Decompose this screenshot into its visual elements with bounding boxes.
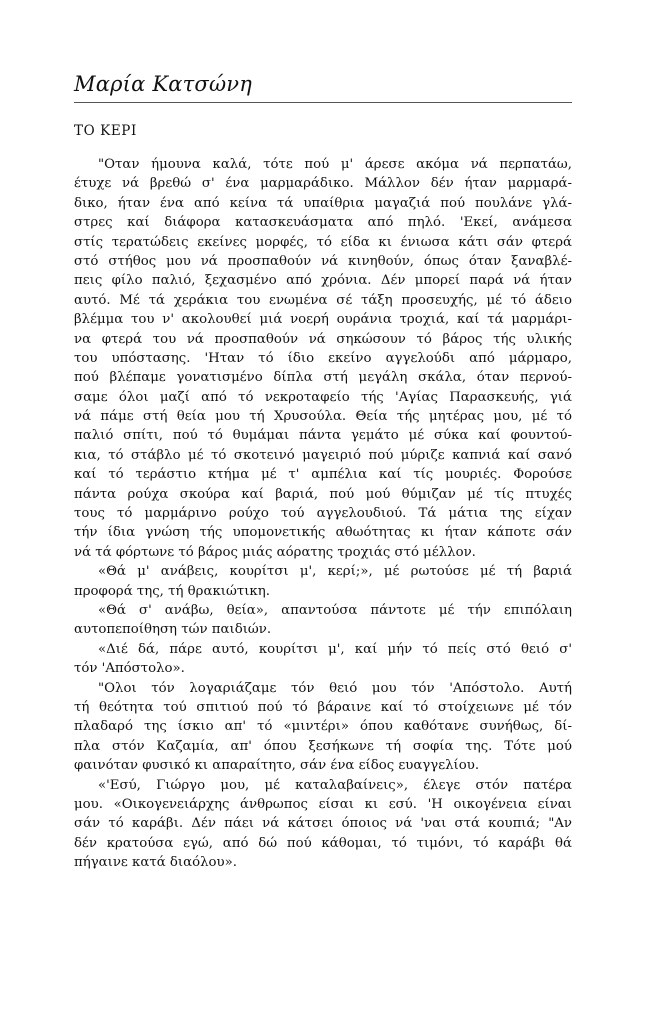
text-line: τους τό μαρμάρινο ρούχο τού αγγελουδιού. Τά μάτια της είχαν xyxy=(74,506,572,522)
text-line: "Ολοι τόν λογαριάζαμε τόν θειό μου τόν 'Απόστολο. Αυτή xyxy=(98,680,572,696)
header-rule xyxy=(74,102,572,103)
text-line: σάν τό καράβι. Δέν πάει νά κάτσει όποιος νά 'ναι στά κουπιά; "Αν xyxy=(74,816,572,832)
text-line: «Θά σ' ανάβω, θεία», απαντούσα πάντοτε μέ τήν επιπόλαιη xyxy=(98,602,572,618)
running-head-author: Μαρία Κατσώνη xyxy=(74,72,253,96)
text-line: τήν ίδια γνώση τής υπομονετικής αθωότητας κι ήταν κάποτε σάν xyxy=(74,525,572,541)
text-line: τή θεότητα τού σπιτιού πού τό βάραινε καί τό στοίχειωνε μέ τόν xyxy=(74,699,572,715)
text-line: στό στήθος μου νά προσπαθούν νά κινηθούν, όπως όταν ξαναβλέ- xyxy=(74,253,572,269)
text-line: «Διέ δά, πάρε αυτό, κουρίτσι μ', καί μήν τό πείς στό θειό σ' xyxy=(98,641,572,657)
text-line: νά πάμε στή θεία μου τή Χρυσούλα. Θεία τής μητέρας μου, μέ τό xyxy=(74,409,572,425)
text-line: σαμε όλοι μαζί από τό νεκροταφείο τής 'Αγίας Παρασκευής, γιά xyxy=(74,389,572,405)
text-line: «'Εσύ, Γιώργο μου, μέ καταλαβαίνεις», έλεγε στόν πατέρα xyxy=(98,777,572,793)
text-line: πλαδαρό της ίσκιο απ' τό «μιντέρι» όπου καθότανε συνήθως, δί- xyxy=(74,719,572,735)
text-line: φαινόταν φυσικό κι απαραίτητο, σάν ένα είδος ευαγγελίου. xyxy=(74,758,480,774)
text-line: δικο, ήταν ένα από κείνα τά υπαίθρια μαγαζιά πού πουλάνε γλά- xyxy=(74,195,572,211)
text-line: αυτοπεποίθηση τών παιδιών. xyxy=(74,622,272,638)
text-line: στίς τερατώδεις εκείνες μορφές, τό είδα κι ένιωσα κάτι σάν φτερά xyxy=(74,234,572,250)
text-line: "Οταν ήμουνα καλά, τότε πού μ' άρεσε ακόμα νά περπατάω, xyxy=(98,157,572,172)
text-line: πού βλέπαμε γονατισμένο δίπλα στή μεγάλη σκάλα, όταν περνού- xyxy=(74,370,572,386)
text-line: πήγαινε κατά διαόλου». xyxy=(74,855,237,871)
text-line: προφορά της, τή θρακιώτικη. xyxy=(74,583,270,599)
section-title: ΤΟ ΚΕΡΙ xyxy=(74,123,137,139)
text-line: κια, τό στάβλο μέ τό σκοτεινό μαγειριό πού μύριζε καπνιά καί σανό xyxy=(74,447,572,463)
text-line: βλέμμα του ν' ακολουθεί μιά νοερή ουράνια τροχιά, καί τά μαρμάρι- xyxy=(74,312,572,328)
text-line: πάντα ρούχα σκούρα καί βαριά, πού μού θύμιζαν μέ τίς πτυχές xyxy=(74,486,572,502)
text-line: τόν 'Απόστολο». xyxy=(74,661,185,677)
text-line: του υπόστασης. 'Ηταν τό ίδιο εκείνο αγγελούδι από μάρμαρο, xyxy=(74,350,572,366)
text-line: πεις φίλο παλιό, ξεχασμένο από χρόνια. Δέν μπορεί παρά νά ήταν xyxy=(74,273,572,289)
text-line: μου. «Οικογενειάρχης άνθρωπος είσαι κι εσύ. 'Η οικογένεια είναι xyxy=(74,796,572,812)
text-line: νά τά φόρτωνε τό βάρος μιάς αόρατης τροχιάς στό μέλλον. xyxy=(74,544,476,560)
text-line: «Θά μ' ανάβεις, κουρίτσι μ', κερί;», μέ ρωτούσε μέ τή βαριά xyxy=(98,564,572,580)
text-line: καί τό τεράστιο κτήμα μέ τ' αμπέλια καί τίς μουριές. Φορούσε xyxy=(74,467,572,483)
text-line: στρες καί διάφορα κατασκευάσματα από πηλό. 'Εκεί, ανάμεσα xyxy=(74,215,572,231)
text-line: αυτό. Μέ τά χεράκια του ενωμένα σέ τάξη προσευχής, μέ τό άδειο xyxy=(74,292,572,308)
body-text xyxy=(74,155,572,872)
text-line: έτυχε νά βρεθώ σ' ένα μαρμαράδικο. Μάλλον δέν ήταν μαρμαρά- xyxy=(74,176,572,192)
text-line: να φτερά του νά προσπαθούν νά σηκώσουν τό βάρος τής υλικής xyxy=(74,331,572,347)
text-line: δέν κρατούσα εγώ, από δώ πού κάθομαι, τό τιμόνι, τό καράβι θά xyxy=(74,835,572,851)
text-line: παλιό σπίτι, πού τό θυμάμαι πάντα γεμάτο μέ σύκα καί φουντού- xyxy=(74,428,572,444)
text-line: πλα στόν Καζαμία, απ' όπου ξεσήκωνε τή σοφία της. Τότε μού xyxy=(74,738,572,754)
